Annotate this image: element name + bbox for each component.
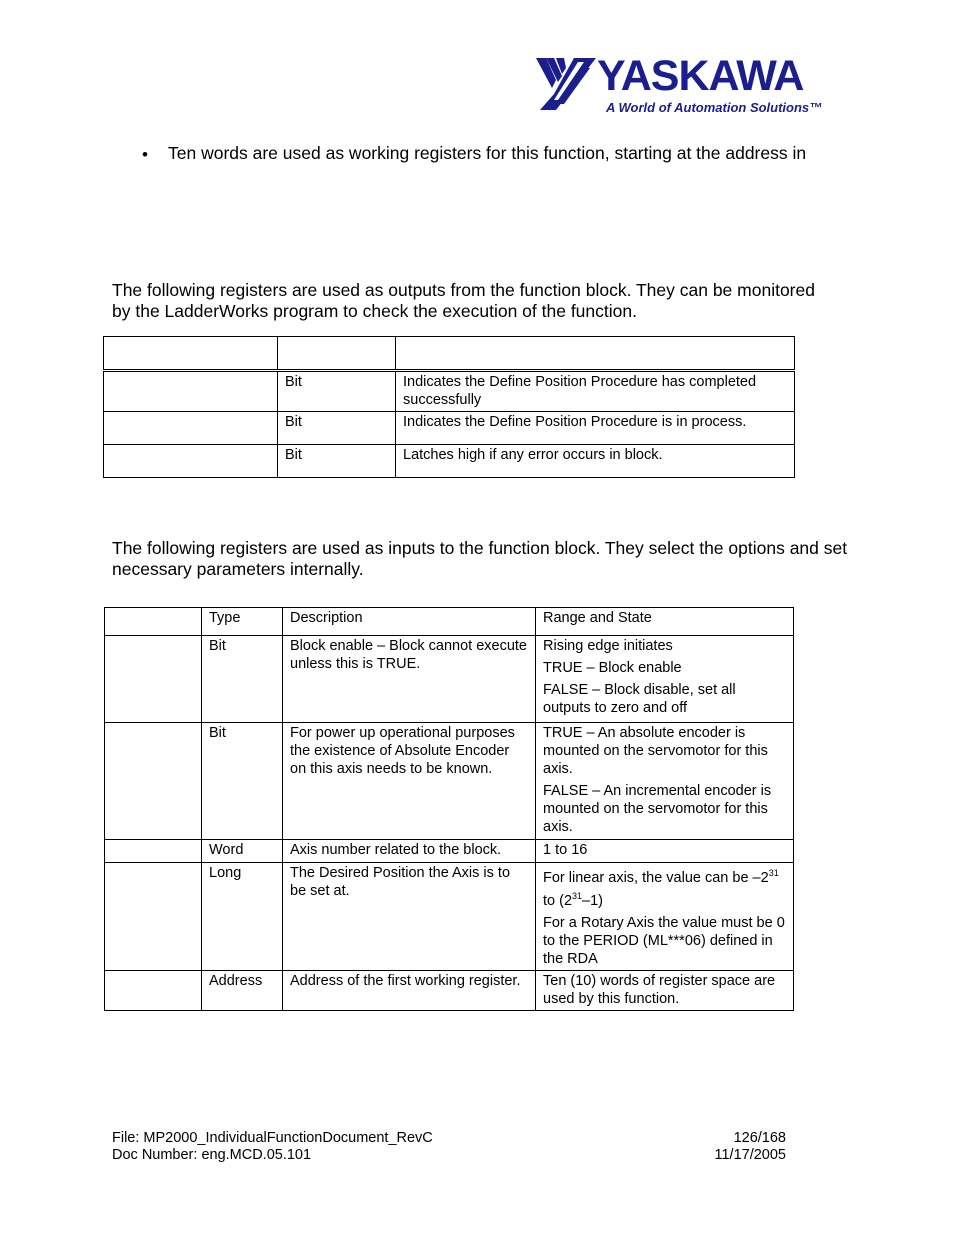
input-description-cell: Block enable – Block cannot execute unless this is TRUE. [283,636,536,723]
range-line: 1 to 16 [543,842,588,858]
input-name-cell [105,636,202,723]
range-text: For linear axis, the value can be –2 [543,869,769,886]
range-line: FALSE – Block disable, set all outputs to zero and off [543,682,736,716]
range-line: Ten (10) words of register space are used by this function. [543,972,776,1007]
table-row [105,970,794,1010]
input-type-cell: Address [202,970,283,1010]
bullet-text: Ten words are used as working registers for this function, starting at the address in [168,143,807,163]
input-range-cell [536,970,794,1010]
superscript: 31 [768,868,779,878]
outputs-intro-paragraph: The following registers are used as outputs from the function block. They can be monitored by the LadderWorks program to check the execution of the function. [112,280,815,321]
footer-page-number: 126/168 [733,1130,786,1146]
bullet-icon: • [142,145,148,164]
input-name-cell [105,723,202,840]
range-line: FALSE – An incremental encoder is mounted on the servomotor for this axis. [543,783,772,835]
table-row [104,445,795,478]
range-line: TRUE – An absolute encoder is mounted on the servomotor for this axis. [543,725,768,777]
outputs-table [103,371,795,478]
footer-doc-number: Doc Number: eng.MCD.05.101 [112,1147,312,1163]
output-description-cell: Indicates the Define Position Procedure has completed successfully [396,372,795,412]
input-range-cell [536,636,794,723]
range-line: Rising edge initiates [543,638,673,654]
output-name-cell [104,412,278,445]
input-header-range: Range and State [536,608,794,636]
input-range-cell [536,840,794,863]
input-type-cell: Bit [202,723,283,840]
range-line-linear [543,864,786,910]
footer-left [112,1130,433,1164]
input-name-cell [105,970,202,1010]
input-name-cell [105,863,202,971]
range-line: TRUE – Block enable [543,660,682,676]
input-description-cell: Axis number related to the block. [283,840,536,863]
input-type-cell: Word [202,840,283,863]
input-name-cell [105,840,202,863]
yaskawa-logo [534,52,824,122]
logo-tagline: A World of Automation Solutions™ [606,100,823,115]
inputs-intro-paragraph: The following registers are used as inputs to the function block. They select the options and set necessary parameters internally. [112,538,848,579]
outputs-table-header [103,336,795,370]
output-type-cell: Bit [278,412,396,445]
input-header-name [105,608,202,636]
input-type-cell: Long [202,863,283,971]
table-row [105,863,794,971]
output-name-cell [104,372,278,412]
output-type-cell: Bit [278,445,396,478]
range-line: For a Rotary Axis the value must be 0 to the PERIOD (ML***06) defined in the RDA [543,914,785,967]
yaskawa-emblem-icon [534,54,598,112]
outputs-header-cell [104,337,278,370]
input-range-cell [536,863,794,971]
input-description-cell: The Desired Position the Axis is to be set at. [283,863,536,971]
table-row [104,412,795,445]
footer-date: 11/17/2005 [714,1147,786,1163]
range-text: –1) [582,892,603,909]
inputs-table [104,607,794,1011]
output-description-cell: Latches high if any error occurs in block. [396,445,795,478]
range-text: to (2 [543,892,573,909]
table-row [105,723,794,840]
output-name-cell [104,445,278,478]
superscript: 31 [572,890,583,901]
table-header-row [105,608,794,636]
output-description-cell: Indicates the Define Position Procedure is in process. [396,412,795,445]
outputs-header-cell [278,337,396,370]
input-type-cell: Bit [202,636,283,723]
logo-wordmark: YASKAWA [597,52,804,100]
table-row [105,636,794,723]
outputs-header-cell [396,337,795,370]
footer-file: File: MP2000_IndividualFunctionDocument_RevC [112,1130,433,1146]
table-row [105,840,794,863]
output-type-cell: Bit [278,372,396,412]
input-header-description: Description [283,608,536,636]
table-row [104,372,795,412]
input-header-type: Type [202,608,283,636]
input-range-cell [536,723,794,840]
input-description-cell: For power up operational purposes the existence of Absolute Encoder on this axis needs to be known. [283,723,536,840]
footer-right [640,1130,786,1164]
input-description-cell: Address of the first working register. [283,970,536,1010]
